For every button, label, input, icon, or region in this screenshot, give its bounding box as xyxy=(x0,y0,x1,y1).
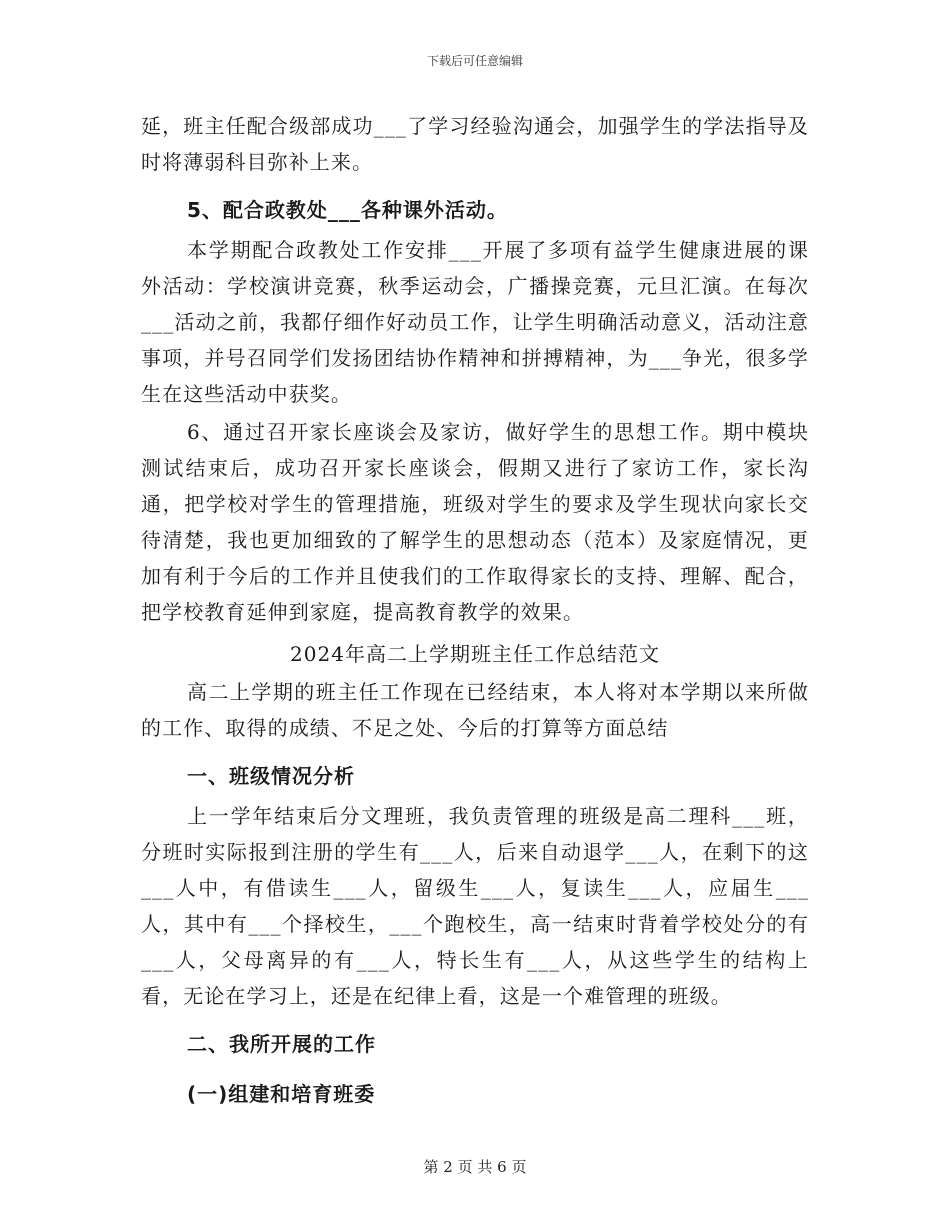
page-footer: 第 2 页 共 6 页 xyxy=(423,1158,527,1176)
paragraph-class-analysis: 上一学年结束后分文理班，我负责管理的班级是高二理科___班，分班时实际报到注册的学生有___人，后来自动退学___人，在剩下的这___人中，有借读生___人，留级生___人，复读生___人，应届生___人，其中有___个择校生，___个跑校生，高一结束时背着学校处分的有___人，父母离异的有___人，特长生有___人，从这些学生的结构上看，无论在学习上，还是在纪律上看，这是一个难管理的班级。 xyxy=(141,804,809,1008)
paragraph-activities: 本学期配合政教处工作安排___开展了多项有益学生健康进展的课外活动：学校演讲竞赛，秋季运动会，广播操竞赛，元旦汇演。在每次___活动之前，我都仔细作好动员工作，让学生明确活动意义，活动注意事项，并号召同学们发扬团结协作精神和拼搏精神，为___争光，很多学生在这些活动中获奖。 xyxy=(141,238,809,406)
paragraph-continuation: 延，班主任配合级部成功___了学习经验沟通会，加强学生的学法指导及时将薄弱科目弥补上来。 xyxy=(141,114,809,174)
section-heading-class-analysis: 一、班级情况分析 xyxy=(187,764,355,788)
subsection-heading-class-committee: (一)组建和培育班委 xyxy=(187,1082,376,1106)
paragraph-intro: 高二上学期的班主任工作现在已经结束，本人将对本学期以来所做的工作、取得的成绩、不足之处、今后的打算等方面总结 xyxy=(141,680,809,740)
section-heading-work-done: 二、我所开展的工作 xyxy=(187,1032,376,1056)
item-heading-5: 5、配合政教处___各种课外活动。 xyxy=(187,198,508,222)
section-title: 2024年高二上学期班主任工作总结范文 xyxy=(290,642,660,666)
page-header: 下载后可任意编辑 xyxy=(426,54,523,68)
paragraph-parents-meeting: 6、通过召开家长座谈会及家访，做好学生的思想工作。期中模块测试结束后，成功召开家长座谈会，假期又进行了家访工作，家长沟通，把学校对学生的管理措施，班级对学生的要求及学生现状向家长交待清楚，我也更加细致的了解学生的思想动态（范本）及家庭情况，更加有利于今后的工作并且使我们的工作取得家长的支持、理解、配合，把学校教育延伸到家庭，提高教育教学的效果。 xyxy=(141,420,809,624)
document-body xyxy=(141,108,809,1114)
